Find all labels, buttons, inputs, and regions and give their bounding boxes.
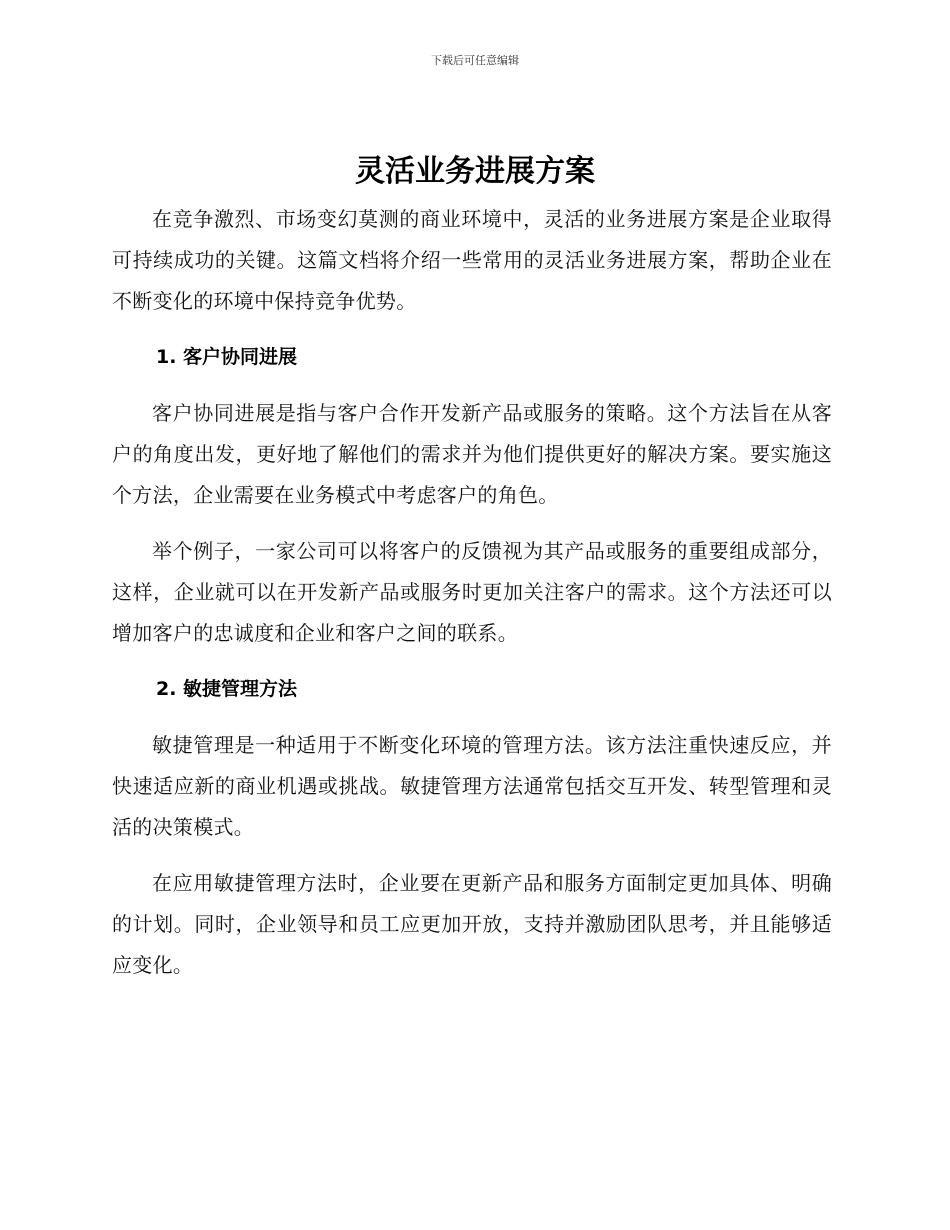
section-heading-agile-management: 2. 敏捷管理方法: [156, 678, 298, 700]
document-body: [112, 199, 832, 1001]
intro-paragraph: 在竞争激烈、市场变幻莫测的商业环境中，灵活的业务进展方案是企业取得可持续成功的关键。这篇文档将介绍一些常用的灵活业务进展方案，帮助企业在不断变化的环境中保持竞争优势。: [112, 207, 832, 313]
section-2-paragraph-1: 敏捷管理是一种适用于不断变化环境的管理方法。该方法注重快速反应，并快速适应新的商业机遇或挑战。敏捷管理方法通常包括交互开发、转型管理和灵活的决策模式。: [112, 733, 832, 839]
section-1-paragraph-2: 举个例子，一家公司可以将客户的反馈视为其产品或服务的重要组成部分，这样，企业就可以在开发新产品或服务时更加关注客户的需求。这个方法还可以增加客户的忠诚度和企业和客户之间的联系。: [112, 539, 832, 645]
document-title: 灵活业务进展方案: [355, 154, 595, 189]
section-2-paragraph-2: 在应用敏捷管理方法时，企业要在更新产品和服务方面制定更加具体、明确的计划。同时，企业领导和员工应更加开放，支持并激励团队思考，并且能够适应变化。: [112, 871, 832, 977]
header-note: 下载后可任意编辑: [431, 54, 519, 67]
section-1-paragraph-1: 客户协同进展是指与客户合作开发新产品或服务的策略。这个方法旨在从客户的角度出发，更好地了解他们的需求并为他们提供更好的解决方案。要实施这个方法，企业需要在业务模式中考虑客户的角色。: [112, 401, 832, 507]
section-heading-customer-collaboration: 1. 客户协同进展: [156, 346, 298, 368]
